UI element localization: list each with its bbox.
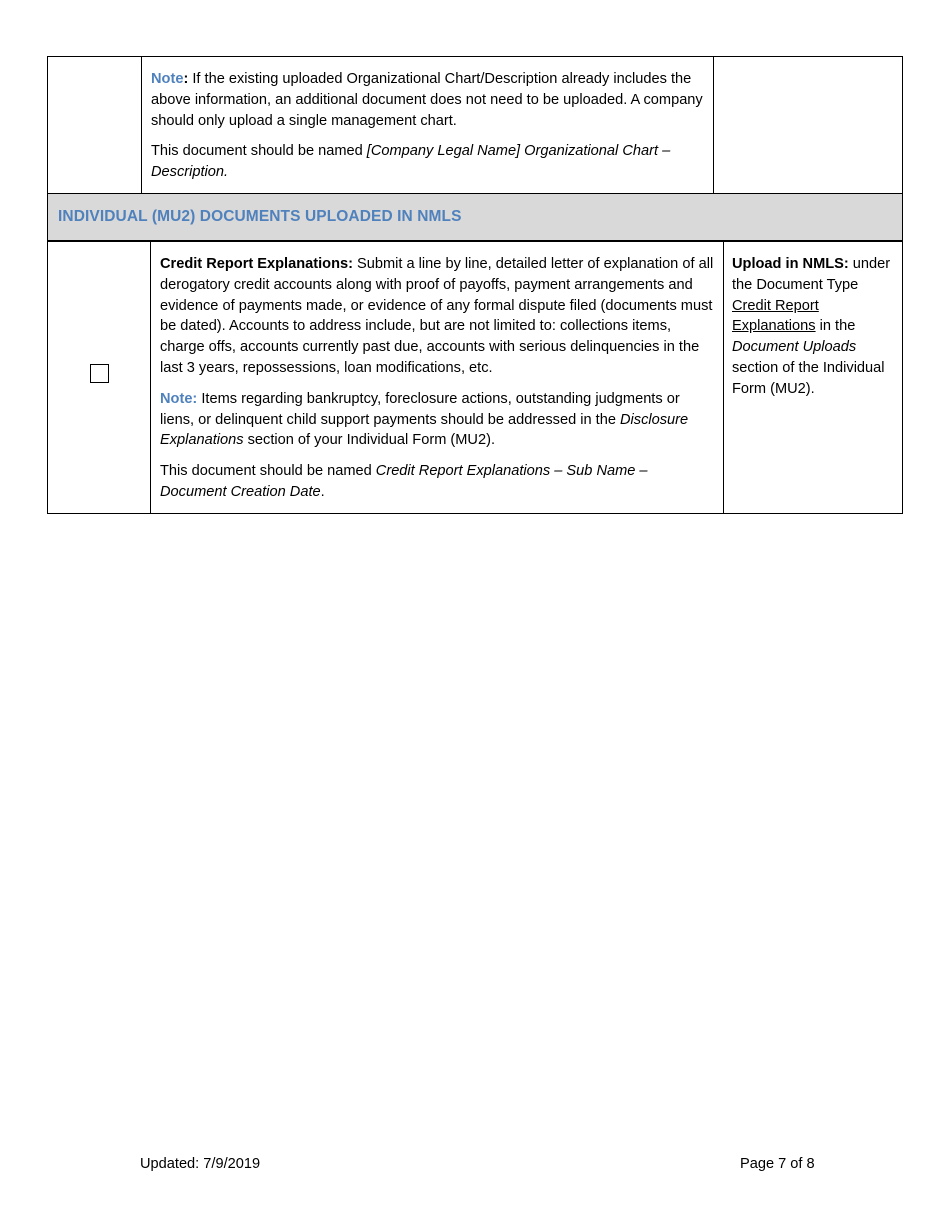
credit-title: Credit Report Explanations: (160, 256, 353, 272)
credit-note-label: Note: (160, 390, 198, 407)
upload-italic: Document Uploads (732, 339, 857, 356)
upload-title: Upload in NMLS: (732, 256, 849, 272)
credit-table (47, 241, 903, 514)
naming-prefix: This document should be named (151, 143, 367, 160)
credit-description (160, 254, 715, 379)
credit-note (160, 389, 715, 451)
credit-naming (160, 461, 715, 503)
requirements-table (47, 56, 903, 241)
org-chart-naming (151, 141, 705, 183)
credit-body: Submit a line by line, detailed letter of explanation of all derogatory credit accounts along with proof of payoffs, payment arrangements and evidence of payments made, or evidence of any formal dispute filed (documents must be dated). Accounts to address include, but are not limited to: collections items, charge offs, accounts currently past due, accounts with serious delinquencies in the last 3 years, repossessions, loan modifications, etc. (160, 256, 714, 376)
credit-note-text-2: section of your Individual Form (MU2). (243, 432, 495, 449)
footer-updated: Updated: 7/9/2019 (140, 1156, 261, 1172)
credit-upload-cell (724, 242, 903, 514)
org-chart-note-text: If the existing uploaded Organizational Chart/Description already includes the above information, an additional document does not need to be uploaded. A company should only upload a single management chart. (151, 71, 703, 129)
org-chart-text-cell (142, 57, 714, 194)
credit-report-row (48, 242, 903, 514)
org-chart-checkbox-cell (48, 57, 142, 194)
footer-page-number: Page 7 of 8 (740, 1156, 815, 1172)
org-chart-upload-cell (714, 57, 903, 194)
section-header-row (48, 193, 903, 240)
note-colon: : (183, 71, 189, 87)
credit-naming-italic: Credit Report Explanations – Sub Name – Document Creation Date (160, 463, 648, 500)
upload-text-3: section of the Individual Form (MU2). (732, 359, 885, 397)
credit-checkbox-cell (48, 242, 151, 514)
credit-naming-prefix: This document should be named (160, 463, 376, 480)
credit-naming-suffix: . (320, 483, 325, 500)
credit-note-italic: Disclosure Explanations (160, 411, 689, 449)
upload-text-2: in the (815, 318, 856, 335)
credit-note-text-1: Items regarding bankruptcy, foreclosure actions, outstanding judgments or liens, or delinquent child support payments should be addressed in the (160, 390, 680, 428)
upload-text-1: under the Document Type (732, 256, 891, 293)
upload-doc-type-link: Credit Report Explanations (732, 297, 819, 335)
section-header: INDIVIDUAL (MU2) DOCUMENTS UPLOADED IN NMLS (48, 193, 903, 240)
note-label: Note (151, 71, 184, 87)
naming-italic: [Company Legal Name] Organizational Chart – Description. (151, 143, 671, 181)
org-chart-note (151, 69, 705, 131)
credit-text-cell (151, 242, 724, 514)
credit-report-checkbox[interactable] (90, 364, 109, 383)
org-chart-row (48, 57, 903, 194)
